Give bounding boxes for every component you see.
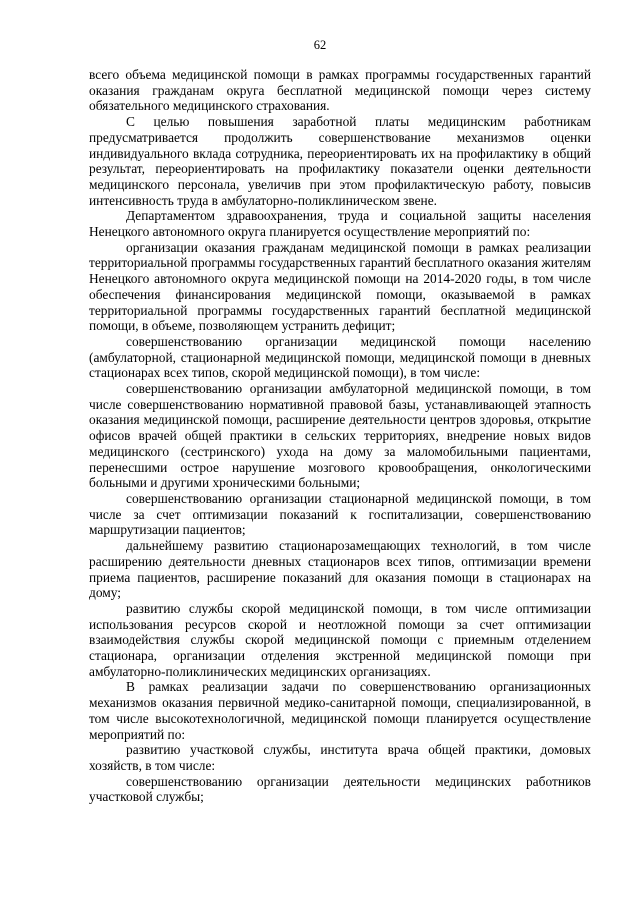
page-number: 62	[313, 38, 327, 52]
paragraph: С целью повышения заработной платы медицинским работникам предусматривается продолжить совершенствование механизмов оценки индивидуального вклада сотрудника, переориентировать их на профилактику в общий результат, переориентировать на профилактику показатели оценки деятельности медицинского персонала, увеличив при этом профилактическую работу, повысив интенсивность труда в амбулаторно-поликлиническом звене.	[89, 114, 591, 208]
paragraph: организации оказания гражданам медицинской помощи в рамках реализации территориальной программы государственных гарантий бесплатного оказания жителям Ненецкого автономного округа медицинской помощи на 2014-2020 годы, в том числе обеспечения финансирования медицинской помощи, оказываемой в рамках территориальной программы государственных гарантий бесплатной медицинской помощи, в объеме, позволяющем устранить дефицит;	[89, 239, 591, 334]
paragraph: совершенствованию организации амбулаторной медицинской помощи, в том числе совершенствованию нормативной правовой базы, устанавливающей этапность оказания медицинской помощи, расширение деятельности центров здоровья, открытие офисов врачей общей практики в сельских территориях, внедрение новых видов медицинского (сестринского) ухода на дому за маломобильными пациентами, перенесшими острое нарушение мозгового кровообращения, онкологическими больными и другими хроническими больными;	[89, 381, 591, 491]
body-text	[89, 67, 591, 805]
paragraph: Департаментом здравоохранения, труда и социальной защиты населения Ненецкого автономного округа планируется осуществление мероприятий по:	[89, 208, 591, 240]
paragraph: дальнейшему развитию стационарозамещающих технологий, в том числе расширению деятельности дневных стационаров всех типов, оптимизации времени приема пациентов, расширение показаний для оказания помощи в стационарах на дому;	[89, 538, 591, 601]
paragraph: всего объема медицинской помощи в рамках программы государственных гарантий оказания гражданам округа бесплатной медицинской помощи через систему обязательного медицинского страхования.	[89, 67, 591, 114]
paragraph: совершенствованию организации стационарной медицинской помощи, в том числе за счет оптимизации показаний к госпитализации, совершенствованию маршрутизации пациентов;	[89, 490, 591, 538]
paragraph: совершенствованию организации медицинской помощи населению (амбулаторной, стационарной медицинской помощи, медицинской помощи в дневных стационарах всех типов, скорой медицинской помощи), в том числе:	[89, 333, 591, 381]
paragraph: развитию участковой службы, института врача общей практики, домовых хозяйств, в том числе:	[89, 742, 591, 773]
paragraph: В рамках реализации задачи по совершенствованию организационных механизмов оказания первичной медико-санитарной помощи, специализированной, в том числе высокотехнологичной, медицинской помощи планируется осуществление мероприятий по:	[89, 679, 591, 742]
paragraph: совершенствованию организации деятельности медицинских работников участковой службы;	[89, 773, 591, 805]
paragraph: развитию службы скорой медицинской помощи, в том числе оптимизации использования ресурсов скорой и неотложной помощи за счет оптимизации взаимодействия службы скорой медицинской помощи с приемным отделением стационара, организации отделения экстренной медицинской помощи при амбулаторно-поликлинических медицинских организациях.	[89, 600, 591, 679]
